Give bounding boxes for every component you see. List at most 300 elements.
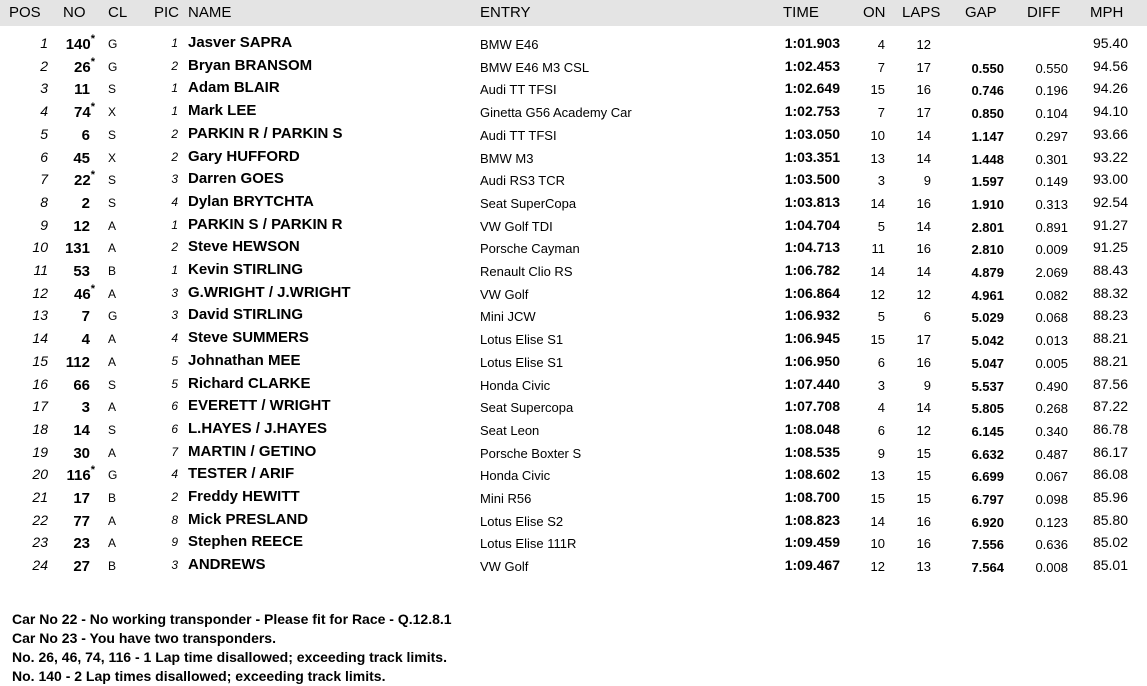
cell-laps: 9 bbox=[923, 173, 931, 189]
cell-name: Mick PRESLAND bbox=[188, 510, 309, 528]
cell-mph: 85.96 bbox=[1092, 489, 1128, 505]
car-number: 6 bbox=[81, 126, 90, 144]
cell-time: 1:03.050 bbox=[784, 125, 840, 142]
cell-laps: 9 bbox=[923, 377, 931, 393]
cell-laps: 6 bbox=[923, 309, 931, 325]
car-number: 66 bbox=[73, 376, 90, 394]
header-cl: CL bbox=[108, 4, 128, 21]
cell-on: 10 bbox=[870, 127, 885, 143]
cell-diff: 0.005 bbox=[1035, 355, 1068, 371]
cell-cl: X bbox=[108, 150, 117, 165]
cell-entry: BMW M3 bbox=[480, 150, 534, 166]
cell-name: Gary HUFFORD bbox=[188, 147, 300, 165]
table-row bbox=[0, 486, 1147, 508]
cell-on: 6 bbox=[877, 354, 885, 370]
table-row bbox=[0, 282, 1147, 304]
cell-on: 12 bbox=[870, 286, 885, 302]
table-row bbox=[0, 168, 1147, 190]
header-time: TIME bbox=[783, 4, 819, 21]
cell-laps: 14 bbox=[916, 150, 931, 166]
cell-pos: 3 bbox=[40, 80, 48, 97]
cell-pic: 1 bbox=[171, 263, 178, 277]
cell-gap: 1.448 bbox=[971, 151, 1004, 167]
cell-pos: 24 bbox=[32, 557, 48, 574]
cell-name: Stephen REECE bbox=[188, 533, 304, 551]
header-diff: DIFF bbox=[1027, 4, 1061, 21]
cell-pos: 9 bbox=[40, 216, 48, 233]
cell-cl: X bbox=[108, 105, 117, 120]
cell-time: 1:03.813 bbox=[784, 193, 840, 210]
cell-mph: 94.10 bbox=[1092, 103, 1128, 120]
cell-pos: 22 bbox=[32, 511, 48, 528]
cell-laps: 17 bbox=[916, 105, 931, 121]
cell-pic: 9 bbox=[171, 535, 178, 550]
cell-cl: B bbox=[108, 264, 117, 278]
cell-entry: Audi TT TFSI bbox=[480, 127, 557, 143]
cell-diff: 0.268 bbox=[1035, 401, 1068, 417]
cell-name: Steve SUMMERS bbox=[188, 329, 309, 347]
cell-cl: G bbox=[108, 37, 118, 51]
cell-pos: 15 bbox=[32, 352, 48, 369]
cell-time: 1:07.440 bbox=[784, 375, 840, 392]
cell-pic: 4 bbox=[171, 467, 178, 482]
cell-time: 1:02.649 bbox=[784, 80, 840, 97]
cell-laps: 16 bbox=[916, 536, 931, 552]
cell-pos: 19 bbox=[32, 443, 48, 460]
cell-pos: 2 bbox=[40, 57, 48, 74]
table-row bbox=[0, 463, 1147, 485]
car-number: 46 bbox=[74, 285, 91, 303]
cell-entry: VW Golf bbox=[480, 286, 529, 302]
penalty-star: * bbox=[90, 101, 95, 114]
cell-mph: 86.78 bbox=[1092, 420, 1128, 437]
cell-gap: 7.556 bbox=[971, 537, 1004, 553]
car-number: 26 bbox=[74, 58, 91, 76]
cell-pic: 1 bbox=[171, 36, 178, 50]
cell-cl: G bbox=[108, 59, 118, 74]
cell-pos: 6 bbox=[40, 148, 48, 165]
car-number: 7 bbox=[81, 308, 90, 326]
cell-mph: 93.66 bbox=[1092, 125, 1128, 142]
cell-laps: 13 bbox=[916, 559, 931, 575]
cell-pos: 12 bbox=[32, 284, 48, 301]
cell-entry: Renault Clio RS bbox=[480, 264, 573, 279]
cell-name: L.HAYES / J.HAYES bbox=[188, 419, 327, 437]
header-mph: MPH bbox=[1090, 4, 1124, 21]
car-number: 14 bbox=[73, 421, 90, 439]
penalty-star: * bbox=[90, 55, 95, 68]
cell-name: Adam BLAIR bbox=[188, 79, 280, 97]
cell-time: 1:07.708 bbox=[784, 398, 840, 415]
cell-laps: 17 bbox=[916, 332, 931, 348]
cell-mph: 93.22 bbox=[1092, 148, 1128, 165]
cell-entry: Mini R56 bbox=[480, 491, 532, 506]
table-row bbox=[0, 259, 1147, 281]
cell-cl: A bbox=[108, 354, 117, 369]
notes-section bbox=[12, 610, 452, 686]
cell-cl: A bbox=[108, 218, 117, 233]
cell-mph: 86.08 bbox=[1092, 466, 1128, 483]
cell-gap: 6.632 bbox=[971, 446, 1004, 462]
cell-pos: 16 bbox=[32, 375, 48, 392]
cell-diff: 0.067 bbox=[1035, 469, 1068, 485]
penalty-star: * bbox=[90, 33, 95, 45]
cell-laps: 17 bbox=[916, 59, 931, 75]
cell-cl: A bbox=[108, 286, 117, 301]
cell-on: 14 bbox=[870, 513, 885, 529]
cell-on: 10 bbox=[870, 536, 885, 552]
cell-diff: 0.123 bbox=[1035, 514, 1068, 530]
cell-cl: A bbox=[108, 513, 117, 528]
cell-pic: 8 bbox=[171, 512, 178, 527]
cell-diff: 0.313 bbox=[1035, 196, 1068, 212]
cell-pic: 4 bbox=[171, 194, 178, 209]
cell-entry: BMW E46 M3 CSL bbox=[480, 59, 590, 75]
cell-gap: 5.042 bbox=[971, 333, 1004, 349]
cell-laps: 15 bbox=[916, 445, 931, 461]
cell-pic: 2 bbox=[171, 126, 178, 141]
header-on: ON bbox=[863, 4, 886, 21]
cell-mph: 86.17 bbox=[1092, 443, 1128, 460]
cell-mph: 85.02 bbox=[1092, 534, 1128, 551]
cell-on: 7 bbox=[877, 59, 885, 75]
cell-on: 14 bbox=[870, 264, 885, 279]
table-row bbox=[0, 531, 1147, 553]
cell-gap: 6.797 bbox=[971, 492, 1004, 507]
cell-mph: 91.27 bbox=[1092, 216, 1128, 233]
cell-name: Johnathan MEE bbox=[188, 351, 301, 369]
cell-laps: 14 bbox=[916, 264, 931, 279]
cell-pos: 21 bbox=[32, 489, 48, 505]
cell-mph: 87.56 bbox=[1092, 375, 1128, 392]
cell-gap: 5.537 bbox=[971, 378, 1004, 394]
cell-cl: S bbox=[108, 127, 117, 142]
header-gap: GAP bbox=[965, 4, 997, 21]
cell-on: 3 bbox=[877, 173, 885, 189]
cell-pic: 3 bbox=[171, 308, 178, 323]
table-row bbox=[0, 418, 1147, 440]
cell-name: Darren GOES bbox=[188, 170, 284, 188]
cell-cl: S bbox=[108, 377, 117, 392]
cell-mph: 88.21 bbox=[1092, 352, 1128, 369]
cell-pic: 2 bbox=[171, 58, 178, 73]
table-row bbox=[0, 191, 1147, 213]
cell-time: 1:04.704 bbox=[784, 216, 840, 233]
car-number: 27 bbox=[73, 558, 90, 576]
cell-on: 5 bbox=[877, 218, 885, 234]
cell-laps: 14 bbox=[916, 127, 931, 143]
cell-entry: Honda Civic bbox=[480, 377, 551, 393]
cell-entry: Audi RS3 TCR bbox=[480, 173, 566, 189]
cell-gap: 7.564 bbox=[971, 560, 1004, 576]
cell-mph: 88.23 bbox=[1092, 307, 1128, 324]
car-number: 12 bbox=[73, 217, 90, 235]
cell-time: 1:02.753 bbox=[784, 103, 840, 120]
cell-pic: 3 bbox=[171, 558, 178, 573]
table-row bbox=[0, 236, 1147, 258]
cell-diff: 0.340 bbox=[1035, 423, 1068, 439]
cell-pos: 14 bbox=[32, 330, 48, 347]
car-number: 77 bbox=[73, 512, 90, 530]
cell-mph: 85.80 bbox=[1092, 511, 1128, 528]
cell-entry: BMW E46 bbox=[480, 37, 539, 52]
cell-diff: 0.487 bbox=[1035, 446, 1068, 462]
cell-pos: 17 bbox=[32, 398, 48, 415]
cell-entry: Seat Supercopa bbox=[480, 400, 574, 416]
cell-cl: A bbox=[108, 445, 117, 460]
cell-gap: 1.147 bbox=[971, 128, 1004, 144]
cell-gap: 0.850 bbox=[971, 106, 1004, 122]
cell-gap: 1.910 bbox=[971, 196, 1004, 212]
cell-cl: G bbox=[108, 468, 118, 483]
cell-on: 9 bbox=[877, 445, 885, 461]
cell-gap: 6.145 bbox=[971, 423, 1004, 439]
cell-diff: 0.098 bbox=[1035, 492, 1068, 507]
cell-time: 1:06.782 bbox=[784, 262, 840, 278]
cell-entry: Lotus Elise 111R bbox=[480, 536, 577, 552]
cell-time: 1:03.351 bbox=[784, 148, 840, 165]
cell-gap: 0.550 bbox=[971, 60, 1004, 76]
cell-time: 1:06.950 bbox=[784, 352, 840, 369]
cell-name: MARTIN / GETINO bbox=[188, 442, 317, 460]
cell-laps: 14 bbox=[916, 400, 931, 416]
cell-gap: 2.801 bbox=[971, 219, 1004, 235]
cell-on: 13 bbox=[870, 468, 885, 484]
car-number: 116 bbox=[66, 467, 91, 485]
cell-cl: B bbox=[108, 559, 117, 574]
cell-on: 4 bbox=[877, 37, 885, 52]
cell-pos: 20 bbox=[32, 466, 48, 483]
cell-cl: B bbox=[108, 491, 117, 505]
cell-pic: 2 bbox=[171, 240, 178, 255]
cell-entry: Seat SuperCopa bbox=[480, 195, 577, 211]
car-number: 11 bbox=[74, 81, 90, 99]
cell-on: 11 bbox=[871, 241, 885, 257]
cell-entry: Lotus Elise S2 bbox=[480, 513, 564, 529]
car-number: 23 bbox=[73, 535, 90, 553]
table-row bbox=[0, 32, 1147, 54]
cell-name: Dylan BRYTCHTA bbox=[188, 192, 314, 210]
cell-entry: Lotus Elise S1 bbox=[480, 354, 564, 370]
header-no: NO bbox=[63, 4, 86, 21]
cell-time: 1:09.459 bbox=[784, 534, 840, 551]
car-number: 74 bbox=[74, 104, 91, 122]
cell-diff: 0.068 bbox=[1035, 310, 1068, 326]
table-row bbox=[0, 327, 1147, 349]
cell-laps: 16 bbox=[916, 354, 931, 370]
cell-laps: 15 bbox=[916, 468, 931, 484]
cell-time: 1:06.864 bbox=[784, 284, 840, 301]
cell-on: 3 bbox=[877, 377, 885, 393]
cell-on: 13 bbox=[870, 150, 885, 166]
car-number: 3 bbox=[81, 399, 90, 417]
note-line: No. 140 - 2 Lap times disallowed; exceeding track limits. bbox=[12, 668, 386, 684]
cell-entry: VW Golf TDI bbox=[480, 218, 553, 234]
cell-gap: 6.699 bbox=[971, 469, 1004, 485]
penalty-star: * bbox=[90, 169, 95, 182]
cell-time: 1:09.467 bbox=[784, 557, 840, 574]
cell-name: Richard CLARKE bbox=[188, 374, 311, 392]
results-table-header bbox=[0, 0, 1147, 26]
cell-pos: 7 bbox=[40, 171, 48, 188]
table-row bbox=[0, 395, 1147, 417]
cell-on: 6 bbox=[877, 422, 885, 438]
table-row bbox=[0, 77, 1147, 99]
cell-cl: S bbox=[108, 173, 117, 188]
car-number: 140 bbox=[65, 36, 91, 53]
car-number: 4 bbox=[81, 331, 90, 349]
cell-entry: VW Golf bbox=[480, 559, 529, 575]
cell-entry: Audi TT TFSI bbox=[480, 82, 557, 98]
car-number: 17 bbox=[73, 490, 90, 507]
cell-entry: Porsche Cayman bbox=[480, 241, 580, 257]
cell-mph: 88.43 bbox=[1092, 262, 1128, 278]
cell-time: 1:08.823 bbox=[784, 511, 840, 528]
cell-pos: 11 bbox=[33, 262, 48, 278]
cell-diff: 0.301 bbox=[1035, 151, 1068, 167]
cell-pic: 5 bbox=[171, 353, 178, 368]
cell-entry: Lotus Elise S1 bbox=[480, 332, 564, 348]
cell-laps: 16 bbox=[916, 195, 931, 211]
cell-pic: 1 bbox=[171, 217, 178, 232]
cell-pos: 10 bbox=[32, 239, 48, 256]
cell-laps: 14 bbox=[916, 218, 931, 234]
cell-gap: 5.047 bbox=[971, 355, 1004, 371]
cell-mph: 91.25 bbox=[1092, 239, 1128, 256]
table-row bbox=[0, 373, 1147, 395]
cell-diff: 0.196 bbox=[1035, 83, 1068, 99]
cell-name: G.WRIGHT / J.WRIGHT bbox=[188, 283, 351, 301]
penalty-star: * bbox=[90, 464, 95, 477]
cell-time: 1:06.945 bbox=[784, 330, 840, 347]
car-number: 131 bbox=[64, 240, 90, 258]
note-line: Car No 22 - No working transponder - Please fit for Race - Q.12.8.1 bbox=[12, 611, 452, 627]
cell-on: 4 bbox=[877, 400, 885, 416]
car-number: 30 bbox=[73, 444, 90, 462]
table-row bbox=[0, 123, 1147, 145]
cell-gap: 5.029 bbox=[971, 310, 1004, 326]
cell-on: 15 bbox=[870, 491, 885, 506]
cell-gap: 0.746 bbox=[971, 83, 1004, 99]
cell-time: 1:01.903 bbox=[784, 35, 840, 51]
cell-mph: 93.00 bbox=[1092, 171, 1128, 188]
table-row bbox=[0, 100, 1147, 122]
cell-cl: A bbox=[108, 332, 117, 347]
cell-name: Bryan BRANSOM bbox=[188, 56, 313, 74]
cell-name: Freddy HEWITT bbox=[188, 488, 300, 505]
cell-pos: 1 bbox=[40, 35, 48, 51]
table-row bbox=[0, 55, 1147, 77]
cell-diff: 0.149 bbox=[1035, 174, 1068, 190]
cell-time: 1:08.535 bbox=[784, 443, 840, 460]
cell-on: 12 bbox=[870, 559, 885, 575]
cell-cl: S bbox=[108, 82, 117, 97]
cell-cl: A bbox=[108, 400, 117, 415]
cell-pic: 2 bbox=[171, 149, 178, 164]
cell-gap: 4.961 bbox=[971, 287, 1004, 303]
cell-cl: S bbox=[108, 422, 117, 437]
table-row bbox=[0, 441, 1147, 463]
cell-on: 5 bbox=[877, 309, 885, 325]
cell-diff: 0.550 bbox=[1035, 60, 1068, 76]
cell-name: TESTER / ARIF bbox=[188, 465, 295, 483]
cell-pos: 4 bbox=[40, 103, 48, 120]
car-number: 2 bbox=[81, 194, 90, 212]
cell-on: 15 bbox=[870, 82, 885, 98]
cell-diff: 0.013 bbox=[1035, 333, 1068, 349]
cell-diff: 0.104 bbox=[1035, 106, 1068, 122]
cell-diff: 0.008 bbox=[1035, 560, 1068, 576]
table-row bbox=[0, 554, 1147, 576]
cell-name: Mark LEE bbox=[188, 102, 257, 120]
cell-pos: 23 bbox=[32, 534, 48, 551]
table-row bbox=[0, 350, 1147, 372]
cell-gap: 6.920 bbox=[971, 514, 1004, 530]
cell-pic: 5 bbox=[171, 376, 178, 391]
cell-entry: Mini JCW bbox=[480, 309, 536, 325]
cell-pic: 1 bbox=[171, 104, 178, 119]
cell-laps: 16 bbox=[916, 82, 931, 98]
header-laps: LAPS bbox=[902, 4, 941, 21]
cell-gap: 4.879 bbox=[971, 265, 1004, 280]
cell-pos: 5 bbox=[40, 125, 48, 142]
header-pic: PIC bbox=[154, 4, 180, 21]
cell-name: Kevin STIRLING bbox=[188, 261, 304, 278]
cell-diff: 0.636 bbox=[1035, 537, 1068, 553]
cell-cl: A bbox=[108, 241, 117, 256]
car-number: 53 bbox=[73, 263, 90, 280]
header-entry: ENTRY bbox=[480, 4, 531, 21]
cell-cl: S bbox=[108, 195, 117, 210]
car-number: 112 bbox=[65, 353, 90, 371]
note-line: Car No 23 - You have two transponders. bbox=[12, 630, 276, 646]
cell-pos: 18 bbox=[32, 420, 48, 437]
cell-mph: 85.01 bbox=[1092, 557, 1128, 574]
note-line: No. 26, 46, 74, 116 - 1 Lap time disallowed; exceeding track limits. bbox=[12, 649, 447, 665]
cell-diff: 0.297 bbox=[1035, 128, 1068, 144]
cell-laps: 12 bbox=[916, 37, 931, 52]
cell-name: ANDREWS bbox=[188, 556, 266, 574]
cell-name: EVERETT / WRIGHT bbox=[188, 397, 331, 415]
cell-mph: 87.22 bbox=[1092, 398, 1128, 415]
cell-time: 1:02.453 bbox=[784, 57, 840, 74]
cell-mph: 95.40 bbox=[1092, 35, 1128, 51]
header-pos: POS bbox=[9, 4, 41, 21]
cell-pic: 3 bbox=[171, 285, 178, 300]
table-row bbox=[0, 146, 1147, 168]
cell-entry: Seat Leon bbox=[480, 422, 540, 438]
cell-pic: 6 bbox=[171, 421, 178, 436]
cell-entry: Ginetta G56 Academy Car bbox=[480, 105, 632, 121]
car-number: 45 bbox=[73, 149, 90, 167]
cell-laps: 12 bbox=[916, 286, 931, 302]
cell-mph: 88.32 bbox=[1092, 284, 1128, 301]
cell-diff: 0.490 bbox=[1035, 378, 1068, 394]
cell-cl: A bbox=[108, 536, 117, 551]
cell-pic: 4 bbox=[171, 331, 178, 346]
cell-laps: 16 bbox=[916, 513, 931, 529]
cell-pic: 6 bbox=[171, 399, 178, 414]
cell-diff: 0.009 bbox=[1035, 242, 1068, 258]
table-row bbox=[0, 214, 1147, 236]
cell-on: 14 bbox=[870, 195, 885, 211]
cell-gap: 2.810 bbox=[971, 242, 1004, 258]
cell-laps: 12 bbox=[916, 422, 931, 438]
cell-diff: 0.891 bbox=[1035, 219, 1068, 235]
cell-cl: G bbox=[108, 309, 118, 324]
cell-laps: 15 bbox=[916, 491, 931, 506]
cell-pos: 8 bbox=[40, 193, 48, 210]
